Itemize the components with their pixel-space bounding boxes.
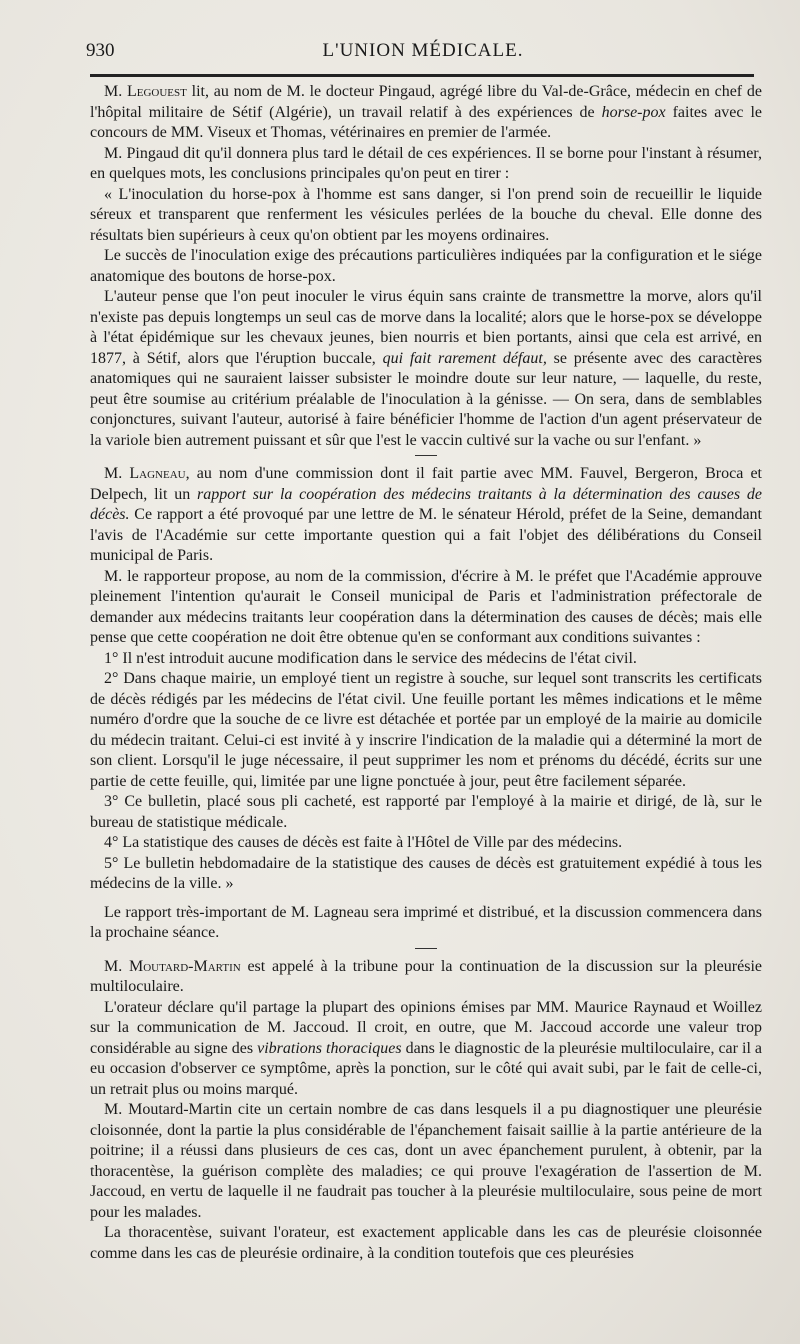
- text-run: L'auteur pense que l'on peut inoculer le virus équin sans crainte de transmettre la morve, alors qu'il n'existe pas depuis longtemps un seul cas de morve dans la localité; alors que le horse-pox se développe à l'état épidémique sur les chevaux jeunes, bien nourris et bien portants, ainsi que cela est arrivé, en 1877, à Sétif, alors que l'éruption buccale,: [90, 288, 762, 367]
- paragraph: [90, 649, 762, 670]
- text-run: 3° Ce bulletin, placé sous pli cacheté, est rapporté par l'employé à la mairie et dirigé, de là, sur le bureau de statistique médicale.: [90, 793, 762, 831]
- text-run: 2° Dans chaque mairie, un employé tient un registre à souche, sur lequel sont transcrits les certificats de décès rédigés par les médecins de l'état civil. Une feuille portant les mêmes indications et le même numéro d'ordre que la souche de ce livre est détachée et portée par un employé de la mairie au domicile du médecin traitant. Celui-ci est invité à y inscrire l'indication de la maladie qui a déterminé la mort de son client. Lorsqu'il le juge nécessaire, il peut supprimer les nom et prénoms du décédé, écrits sur une partie de cette feuille, qui, limitée par une ligne ponctuée à jour, peut être facilement séparée.: [90, 670, 762, 790]
- speaker-name: Moutard-Martin: [129, 957, 241, 975]
- paragraph: [90, 903, 762, 944]
- section-separator: [415, 455, 437, 456]
- page-number: 930: [86, 40, 115, 61]
- text-run: lit, au nom de M. le docteur Pingaud, agrégé libre du Val-de-Grâce, médecin en chef de l'hôpital militaire de Sétif (Algérie), un travail relatif à des expériences de: [90, 83, 762, 121]
- paragraph-gap: [90, 895, 762, 903]
- paragraph: [90, 287, 762, 451]
- paragraph: [90, 1100, 762, 1223]
- text-run: faites avec le concours de MM. Viseux et Thomas, vétérinaires en premier de l'armée.: [90, 103, 763, 141]
- text-run: se présente avec des caractères anatomiques qui ne sauraient laisser subsister le moindre doute sur leur nature, — laquelle, du reste, peut être soumise au critérium préalable de l'inoculation à la génisse. — On sera, dans de semblables conjonctures, suivant l'auteur, autorisé à faire bénéficier l'homme de l'action d'un agent préservateur de la variole bien autrement puissant et sûr que l'est le vaccin cultivé sur la vache ou sur l'enfant. »: [90, 349, 763, 449]
- paragraph: [90, 833, 762, 854]
- paragraph: [90, 998, 762, 1101]
- article-body: [90, 82, 762, 1264]
- text-run: L'orateur déclare qu'il partage la plupart des opinions émises par MM. Maurice Raynaud et Woillez sur la communication de M. Jaccoud. Il croit, en outre, que M. Jaccoud accorde une valeur trop considérable au signe des: [90, 998, 762, 1057]
- text-run: M.: [104, 465, 130, 482]
- speaker-name: Legouest: [126, 83, 187, 100]
- text-run: La thoracentèse, suivant l'orateur, est exactement applicable dans les cas de pleurésie cloisonnée comme dans les cas de pleurésie ordinaire, à la condition toutefois que ces pleurésies: [90, 1224, 762, 1262]
- italic-text: vibrations thoraciques: [257, 1039, 402, 1057]
- running-title: L'UNION MÉDICALE.: [322, 40, 524, 61]
- italic-text: horse-pox: [601, 103, 666, 121]
- text-run: M. Moutard-Martin cite un certain nombre de cas dans lesquels il a pu diagnostiquer une pleurésie cloisonnée, dont la partie la plus considérable de l'épanchement faisait saillie à la partie antérieure de la poitrine; il a réussi dans plusieurs de ces cas, dont un avec épanchement purulent, à obtenir, par la thoracentèse, la guérison complète des maladies; ce qui prouve l'exagération de l'assertion de M. Jaccoud, en vertu de laquelle il ne faudrait pas toucher à la pleurésie multiloculaire, sous peine de mort pour les malades.: [90, 1101, 762, 1221]
- paragraph: [90, 854, 762, 895]
- text-run: 5° Le bulletin hebdomadaire de la statistique des causes de décès est gratuitement expédié à tous les médecins de la ville. »: [90, 854, 762, 892]
- page-header: [86, 36, 760, 68]
- paragraph: [90, 792, 762, 833]
- paragraph: [90, 669, 762, 792]
- text-run: 1° Il n'est introduit aucune modification dans le service des médecins de l'état civil.: [104, 649, 637, 667]
- text-run: 4° La statistique des causes de décès est faite à l'Hôtel de Ville par des médecins.: [104, 834, 623, 851]
- section-separator: [415, 948, 437, 949]
- paragraph: [90, 82, 762, 144]
- paragraph: [90, 567, 762, 649]
- paragraph: [90, 246, 762, 287]
- text-run: M.: [104, 83, 127, 100]
- speaker-name: Lagneau: [129, 465, 186, 482]
- text-run: Le succès de l'inoculation exige des précautions particulières indiquées par la configuration et le siége anatomique des boutons de horse-pox.: [90, 247, 762, 285]
- text-run: « L'inoculation du horse-pox à l'homme est sans danger, si l'on prend soin de recueillir le liquide séreux et transparent que renferment les vésicules perlées de la bouche du cheval. Elle donne des résultats bien supérieurs à ceux qu'on obtient par les moyens ordinaires.: [90, 185, 762, 244]
- text-run: M. Pingaud dit qu'il donnera plus tard le détail de ces expériences. Il se borne pour l'instant à résumer, en quelques mots, les conclusions principales qu'on peut en tirer :: [90, 144, 762, 182]
- text-run: , au nom d'une commission dont il fait partie avec MM. Fauvel, Bergeron, Broca et Delpech, lit un: [90, 465, 762, 503]
- text-run: M.: [104, 957, 129, 975]
- text-run: Ce rapport a été provoqué par une lettre de M. le sénateur Hérold, préfet de la Seine, demandant l'avis de l'Académie sur cette importante question qui a fait l'objet des délibérations du Conseil municipal de Paris.: [90, 506, 762, 564]
- paragraph: [90, 957, 762, 998]
- text-run: M. le rapporteur propose, au nom de la commission, d'écrire à M. le préfet que l'Académie approuve pleinement l'intention qu'aurait le Conseil municipal de Paris et l'administration préfectorale de demander aux médecins traitants leur coopération dans la détermination des causes de décès; mais elle pense que cette coopération ne doit être obtenue qu'en se conformant aux conditions suivantes :: [90, 567, 762, 646]
- italic-text: rapport sur la coopération des médecins traitants à la détermination des causes de décès.: [90, 485, 762, 523]
- header-rule: [90, 74, 754, 77]
- italic-text: qui fait rarement défaut,: [382, 349, 547, 367]
- text-run: dans le diagnostic de la pleurésie multiloculaire, car il a eu occasion d'observer ce symptôme, après la ponction, sur le côté qui avait subi, par le fait de celle-ci, un retrait plus ou moins marqué.: [90, 1039, 762, 1098]
- paragraph: [90, 144, 762, 185]
- text-run: est appelé à la tribune pour la continuation de la discussion sur la pleurésie multiloculaire.: [90, 957, 762, 995]
- paragraph: [90, 464, 762, 567]
- text-run: Le rapport très-important de M. Lagneau sera imprimé et distribué, et la discussion commencera dans la prochaine séance.: [90, 903, 762, 941]
- paragraph: [90, 185, 762, 247]
- paragraph: [90, 1223, 762, 1264]
